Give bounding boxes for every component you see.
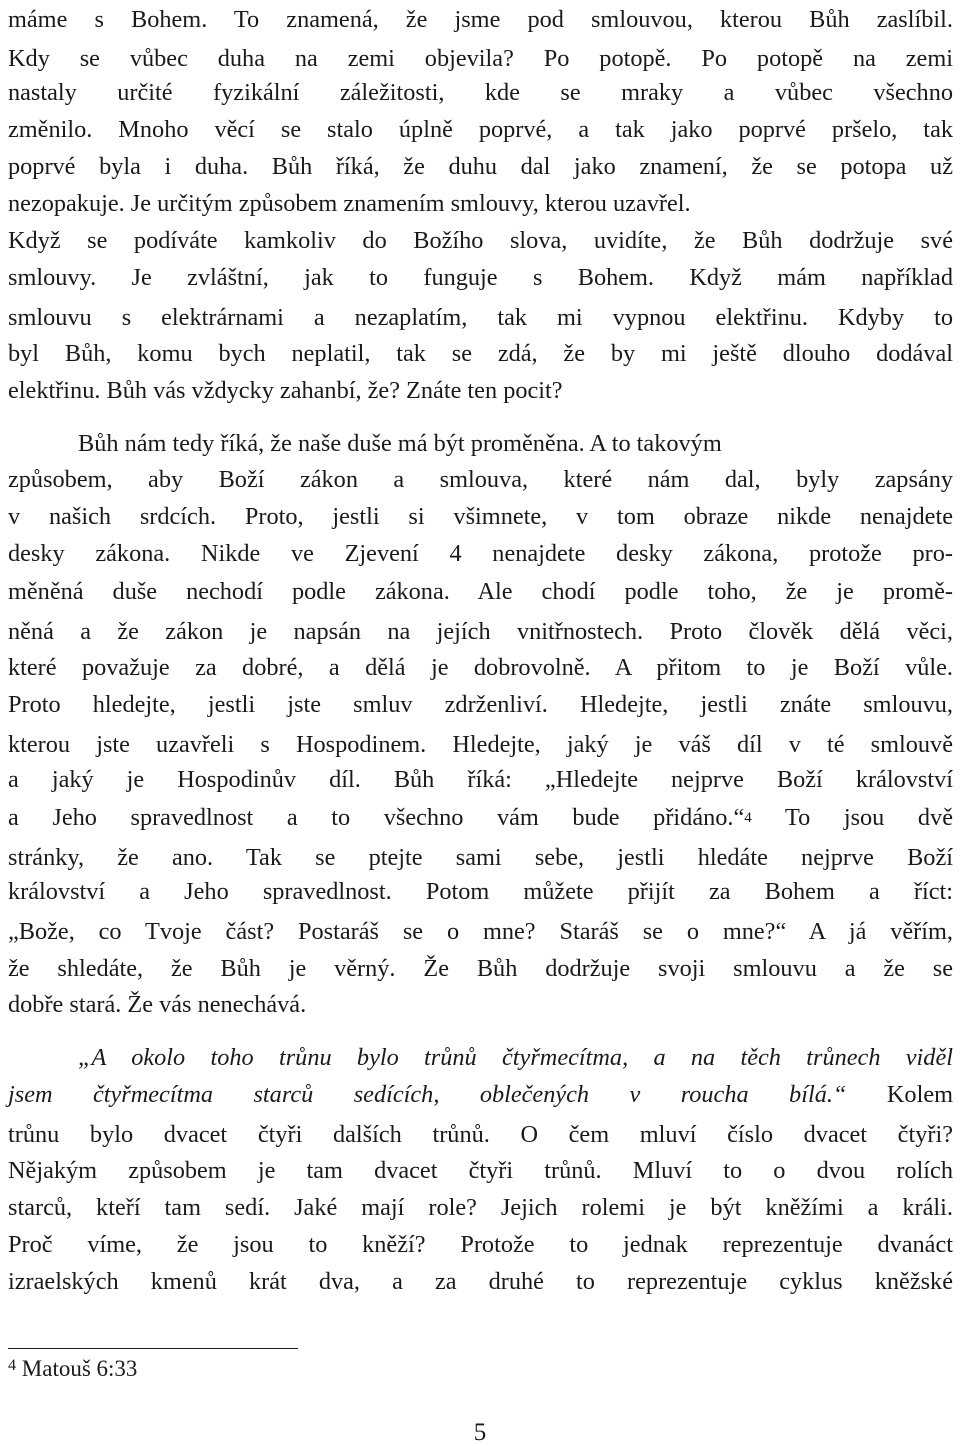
text-line: něná a že zákon je napsán na jejích vnitřnostech. Proto člověk dělá věci,	[8, 618, 953, 645]
text-line: dobře stará. Že vás nenechává.	[8, 991, 307, 1018]
text-line: máme s Bohem. To znamená, že jsme pod smlouvou, kterou Bůh zaslíbil.	[8, 6, 953, 33]
quote-line	[8, 1083, 953, 1107]
text-line: poprvé byla i duha. Bůh říká, že duhu dal jako znamení, že se potopa už	[8, 153, 953, 180]
page-number: 5	[473, 1419, 487, 1446]
text-line: Když se podíváte kamkoliv do Božího slova, uvidíte, že Bůh dodržuje své	[8, 227, 953, 254]
text-line: Proto hledejte, jestli jste smluv zdrženliví. Hledejte, jestli znáte smlouvu,	[8, 691, 953, 718]
text-line: smlouvy. Je zvláštní, jak to funguje s Bohem. Když mám například	[8, 264, 953, 291]
text-line: změnilo. Mnoho věcí se stalo úplně poprvé, a tak jako poprvé pršelo, tak	[8, 116, 953, 143]
text-line: které považuje za dobré, a dělá je dobrovolně. A přitom to je Boží vůle.	[8, 654, 953, 681]
text-line: starců, kteří tam sedí. Jaké mají role? Jejich rolemi je být kněžími a králi.	[8, 1194, 953, 1221]
text-line: v našich srdcích. Proto, jestli si všimnete, v tom obraze nikde nenajdete	[8, 503, 953, 530]
text-line: měněná duše nechodí podle zákona. Ale chodí podle toho, že je promě-	[8, 578, 953, 605]
footnote-reference[interactable]: 4	[744, 810, 752, 826]
footnote-number: 4	[8, 1357, 17, 1375]
text-line: smlouvu s elektrárnami a nezaplatím, tak mi vypnou elektřinu. Kdyby to	[8, 304, 953, 331]
quote-text: jsem čtyřmecítma starců sedících, oblečených v roucha bílá.“	[8, 1081, 847, 1108]
quote-line: „A okolo toho trůnu bylo trůnů čtyřmecítma, a na těch trůnech viděl	[78, 1044, 953, 1071]
text-line: elektřinu. Bůh vás vždycky zahanbí, že? Znáte ten pocit?	[8, 377, 563, 404]
text-line: nastaly určité fyzikální záležitosti, kde se mraky a vůbec všechno	[8, 79, 953, 106]
text-line: byl Bůh, komu bych neplatil, tak se zdá, že by mi ještě dlouho dodával	[8, 340, 953, 367]
text-line: a jaký je Hospodinův díl. Bůh říká: „Hledejte nejprve Boží království	[8, 766, 953, 793]
text-line: Proč víme, že jsou to kněží? Protože to jednak reprezentuje dvanáct	[8, 1231, 953, 1258]
text-segment: a Jeho spravedlnost a to všechno vám bude přidáno.“	[8, 804, 745, 831]
text-line: způsobem, aby Boží zákon a smlouva, které nám dal, byly zapsány	[8, 466, 953, 493]
text-line: kterou jste uzavřeli s Hospodinem. Hledejte, jaký je váš díl v té smlouvě	[8, 731, 953, 758]
text-line-with-footnote-ref	[8, 806, 953, 830]
text-line: království a Jeho spravedlnost. Potom můžete přijít za Bohem a říct:	[8, 878, 953, 905]
text-segment: To jsou dvě	[751, 804, 953, 831]
text-line: Bůh nám tedy říká, že naše duše má být proměněna. A to takovým	[78, 430, 722, 457]
footnote-text: Matouš 6:33	[21, 1356, 138, 1381]
text-line: nezopakuje. Je určitým způsobem znamením smlouvy, kterou uzavřel.	[8, 190, 691, 217]
text-line: desky zákona. Nikde ve Zjevení 4 nenajdete desky zákona, protože pro-	[8, 540, 953, 567]
text-line: trůnu bylo dvacet čtyři dalších trůnů. O čem mluví číslo dvacet čtyři?	[8, 1121, 953, 1148]
text-segment: Kolem	[846, 1081, 954, 1108]
text-line: že shledáte, že Bůh je věrný. Že Bůh dodržuje svoji smlouvu a že se	[8, 955, 953, 982]
footnote	[8, 1356, 137, 1382]
text-line: Kdy se vůbec duha na zemi objevila? Po potopě. Po potopě na zemi	[8, 45, 953, 72]
text-line: „Bože, co Tvoje část? Postaráš se o mne? Staráš se o mne?“ A já věřím,	[8, 918, 953, 945]
text-line: stránky, že ano. Tak se ptejte sami sebe, jestli hledáte nejprve Boží	[8, 844, 953, 871]
text-line: Nějakým způsobem je tam dvacet čtyři trůnů. Mluví to o dvou rolích	[8, 1157, 953, 1184]
text-line: izraelských kmenů krát dva, a za druhé to reprezentuje cyklus kněžské	[8, 1268, 953, 1295]
footnote-separator	[8, 1348, 298, 1349]
